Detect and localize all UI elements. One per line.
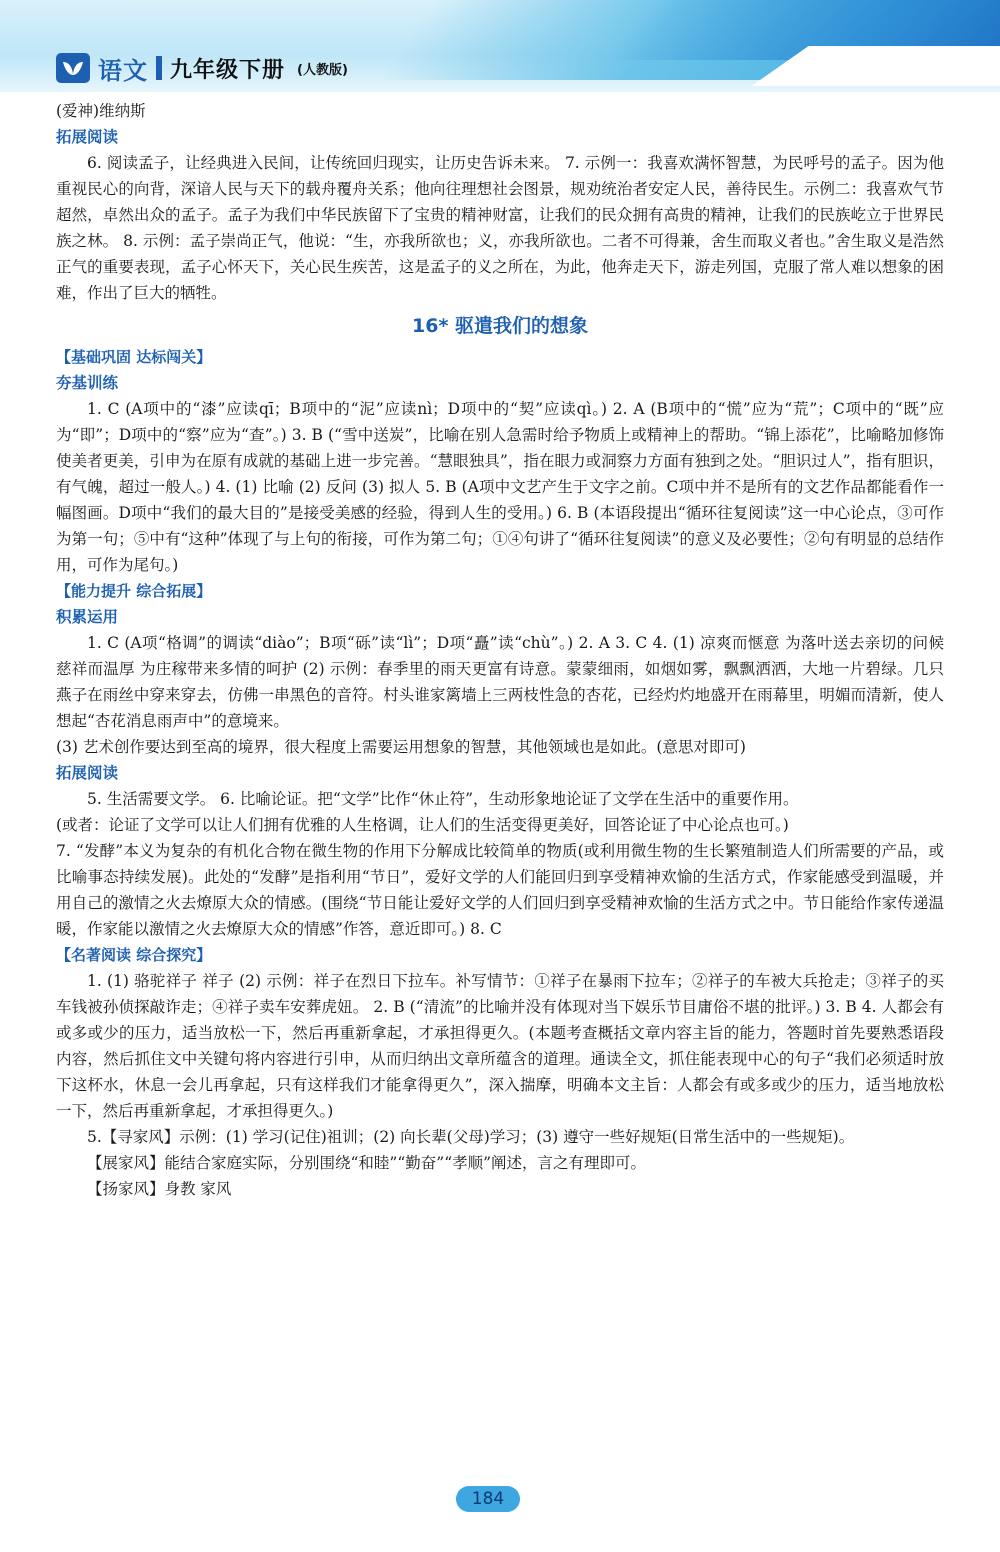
subsection-heading: 拓展阅读: [56, 764, 119, 782]
section-heading: 【能力提升 综合拓展】: [56, 582, 212, 600]
title-divider: [156, 56, 162, 80]
answer-paragraph: 【扬家风】身教 家风: [87, 1180, 232, 1198]
answer-paragraph: 7. “发酵”本义为复杂的有机化合物在微生物的作用下分解成比较简单的物质(或利用微生物的生长繁殖制造人们所需要的产品，或比喻事态持续发展)。此处的“发酵”是指利用“节日”，爱好文学的人们能回归到享受精神欢愉的生活方式，作家能感受到温暖，并用自己的激情之火去燎原大众的情感。(围绕“节日能让爱好文学的人们回归到享受精神欢愉的生活方式之中。节日能给作家传递温暖，作家能以激情之火去燎原大众的情感”作答，意近即可。) 8. C: [56, 842, 944, 938]
text-line: (爱神)维纳斯: [56, 102, 146, 120]
answer-paragraph: 1. (1) 骆驼祥子 祥子 (2) 示例：祥子在烈日下拉车。补写情节：①祥子在暴雨下拉车；②祥子的车被大兵抢走；③祥子的买车钱被孙侦探敲诈走；④祥子卖车安葬虎妞。 2. B (“清流”的比喻并没有体现对当下娱乐节目庸俗不堪的批评。) 3. B 4. 人都会有或多或少的压力，适当放松一下，然后再重新拿起，才承担得更久。(本题考查概括文章内容主旨的能力，答题时首先要熟悉语段内容，然后抓住文中关键句将内容进行引申，从而归纳出文章所蕴含的道理。通读全文，抓住能表现中心的句子“我们必须适时放下这杯水，休息一会儿再拿起，只有这样我们才能拿得更久”，深入揣摩，明确本文主旨：人都会有或多或少的压力，适当地放松一下，然后再重新拿起，才承担得更久。): [56, 972, 944, 1120]
answer-paragraph: 1. C (A项“格调”的调读“diào”；B项“砾”读“lì”；D项“矗”读“chù”。) 2. A 3. C 4. (1) 凉爽而惬意 为落叶送去亲切的问候 慈祥而温厚 为庄稼带来多情的呵护 (2) 示例：春季里的雨天更富有诗意。蒙蒙细雨，如烟如雾，飘飘洒洒，大地一片碧绿。几只燕子在雨丝中穿来穿去，仿佛一串黑色的音符。村头谁家篱墙上三两枝性急的杏花，已经灼灼地盛开在雨幕里，明媚而清新，使人想起“杏花消息雨声中”的意境来。: [56, 634, 944, 730]
subsection-heading: 积累运用: [56, 608, 119, 626]
answer-paragraph: 5. 生活需要文学。 6. 比喻论证。把“文学”比作“休止符”，生动形象地论证了文学在生活中的重要作用。: [87, 790, 799, 808]
answer-paragraph: 1. C (A项中的“漆”应读qī；B项中的“泥”应读nì；D项中的“契”应读qì。) 2. A (B项中的“慌”应为“荒”；C项中的“既”应为“即”；D项中的“察”应为“查”。) 3. B (“雪中送炭”，比喻在别人急需时给予物质上或精神上的帮助。“锦上添花”，比喻略加修饰使美者更美，引申为在原有成就的基础上进一步完善。“慧眼独具”，指在眼力或洞察力方面有独到之处。“胆识过人”，指有胆识，有气魄，超过一般人。) 4. (1) 比喻 (2) 反问 (3) 拟人 5. B (A项中文艺产生于文字之前。C项中并不是所有的文艺作品都能看作一幅图画。D项中“我们的最大目的”是接受美感的经验，得到人生的受用。) 6. B (本语段提出“循环往复阅读”这一中心论点，③可作为第一句；⑤中有“这种”体现了与上句的衔接，可作为第二句；①④句讲了“循环往复阅读”的意义及必要性；②句有明显的总结作用，可作为尾句。): [56, 400, 944, 574]
page-number: 184: [456, 1486, 520, 1512]
subsection-heading: 夯基训练: [56, 374, 119, 392]
subject-label: 语文: [98, 56, 148, 85]
book-title: [56, 50, 348, 86]
lesson-title: 16* 驱遣我们的想象: [412, 315, 588, 337]
edition-label: (人教版): [297, 62, 348, 78]
grade-label: 九年级下册: [170, 57, 286, 83]
section-heading: 【名著阅读 综合探究】: [56, 946, 212, 964]
answer-paragraph: 5.【寻家风】示例：(1) 学习(记住)祖训；(2) 向长辈(父母)学习；(3) 遵守一些好规矩(日常生活中的一些规矩)。: [87, 1128, 855, 1146]
answer-paragraph: 【展家风】能结合家庭实际，分别围绕“和睦”“勤奋”“孝顺”阐述，言之有理即可。: [87, 1154, 647, 1172]
answer-paragraph: (3) 艺术创作要达到至高的境界，很大程度上需要运用想象的智慧，其他领域也是如此。(意思对即可): [56, 738, 746, 756]
leaf-logo-icon: [56, 53, 90, 83]
answer-paragraph: 6. 阅读孟子，让经典进入民间，让传统回归现实，让历史告诉未来。 7. 示例一：我喜欢满怀智慧，为民呼号的孟子。因为他重视民心的向背，深谙人民与天下的载舟覆舟关系；他向往理想社会图景，规劝统治者安定人民，善待民生。示例二：我喜欢气节超然，卓然出众的孟子。孟子为我们中华民族留下了宝贵的精神财富，让我们的民众拥有高贵的精神，让我们的民族屹立于世界民族之林。 8. 示例：孟子崇尚正气，他说：“生，亦我所欲也；义，亦我所欲也。二者不可得兼，舍生而取义者也。”舍生取义是浩然正气的重要表现，孟子心怀天下，关心民生疾苦，这是孟子的义之所在，为此，他奔走天下，游走列国，克服了常人难以想象的困难，作出了巨大的牺牲。: [56, 154, 944, 302]
subsection-heading: 拓展阅读: [56, 128, 119, 146]
answer-content: [56, 98, 944, 1202]
section-heading: 【基础巩固 达标闯关】: [56, 348, 212, 366]
answer-paragraph: (或者：论证了文学可以让人们拥有优雅的人生格调，让人们的生活变得更美好，回答论证了中心论点也可。): [56, 816, 789, 834]
